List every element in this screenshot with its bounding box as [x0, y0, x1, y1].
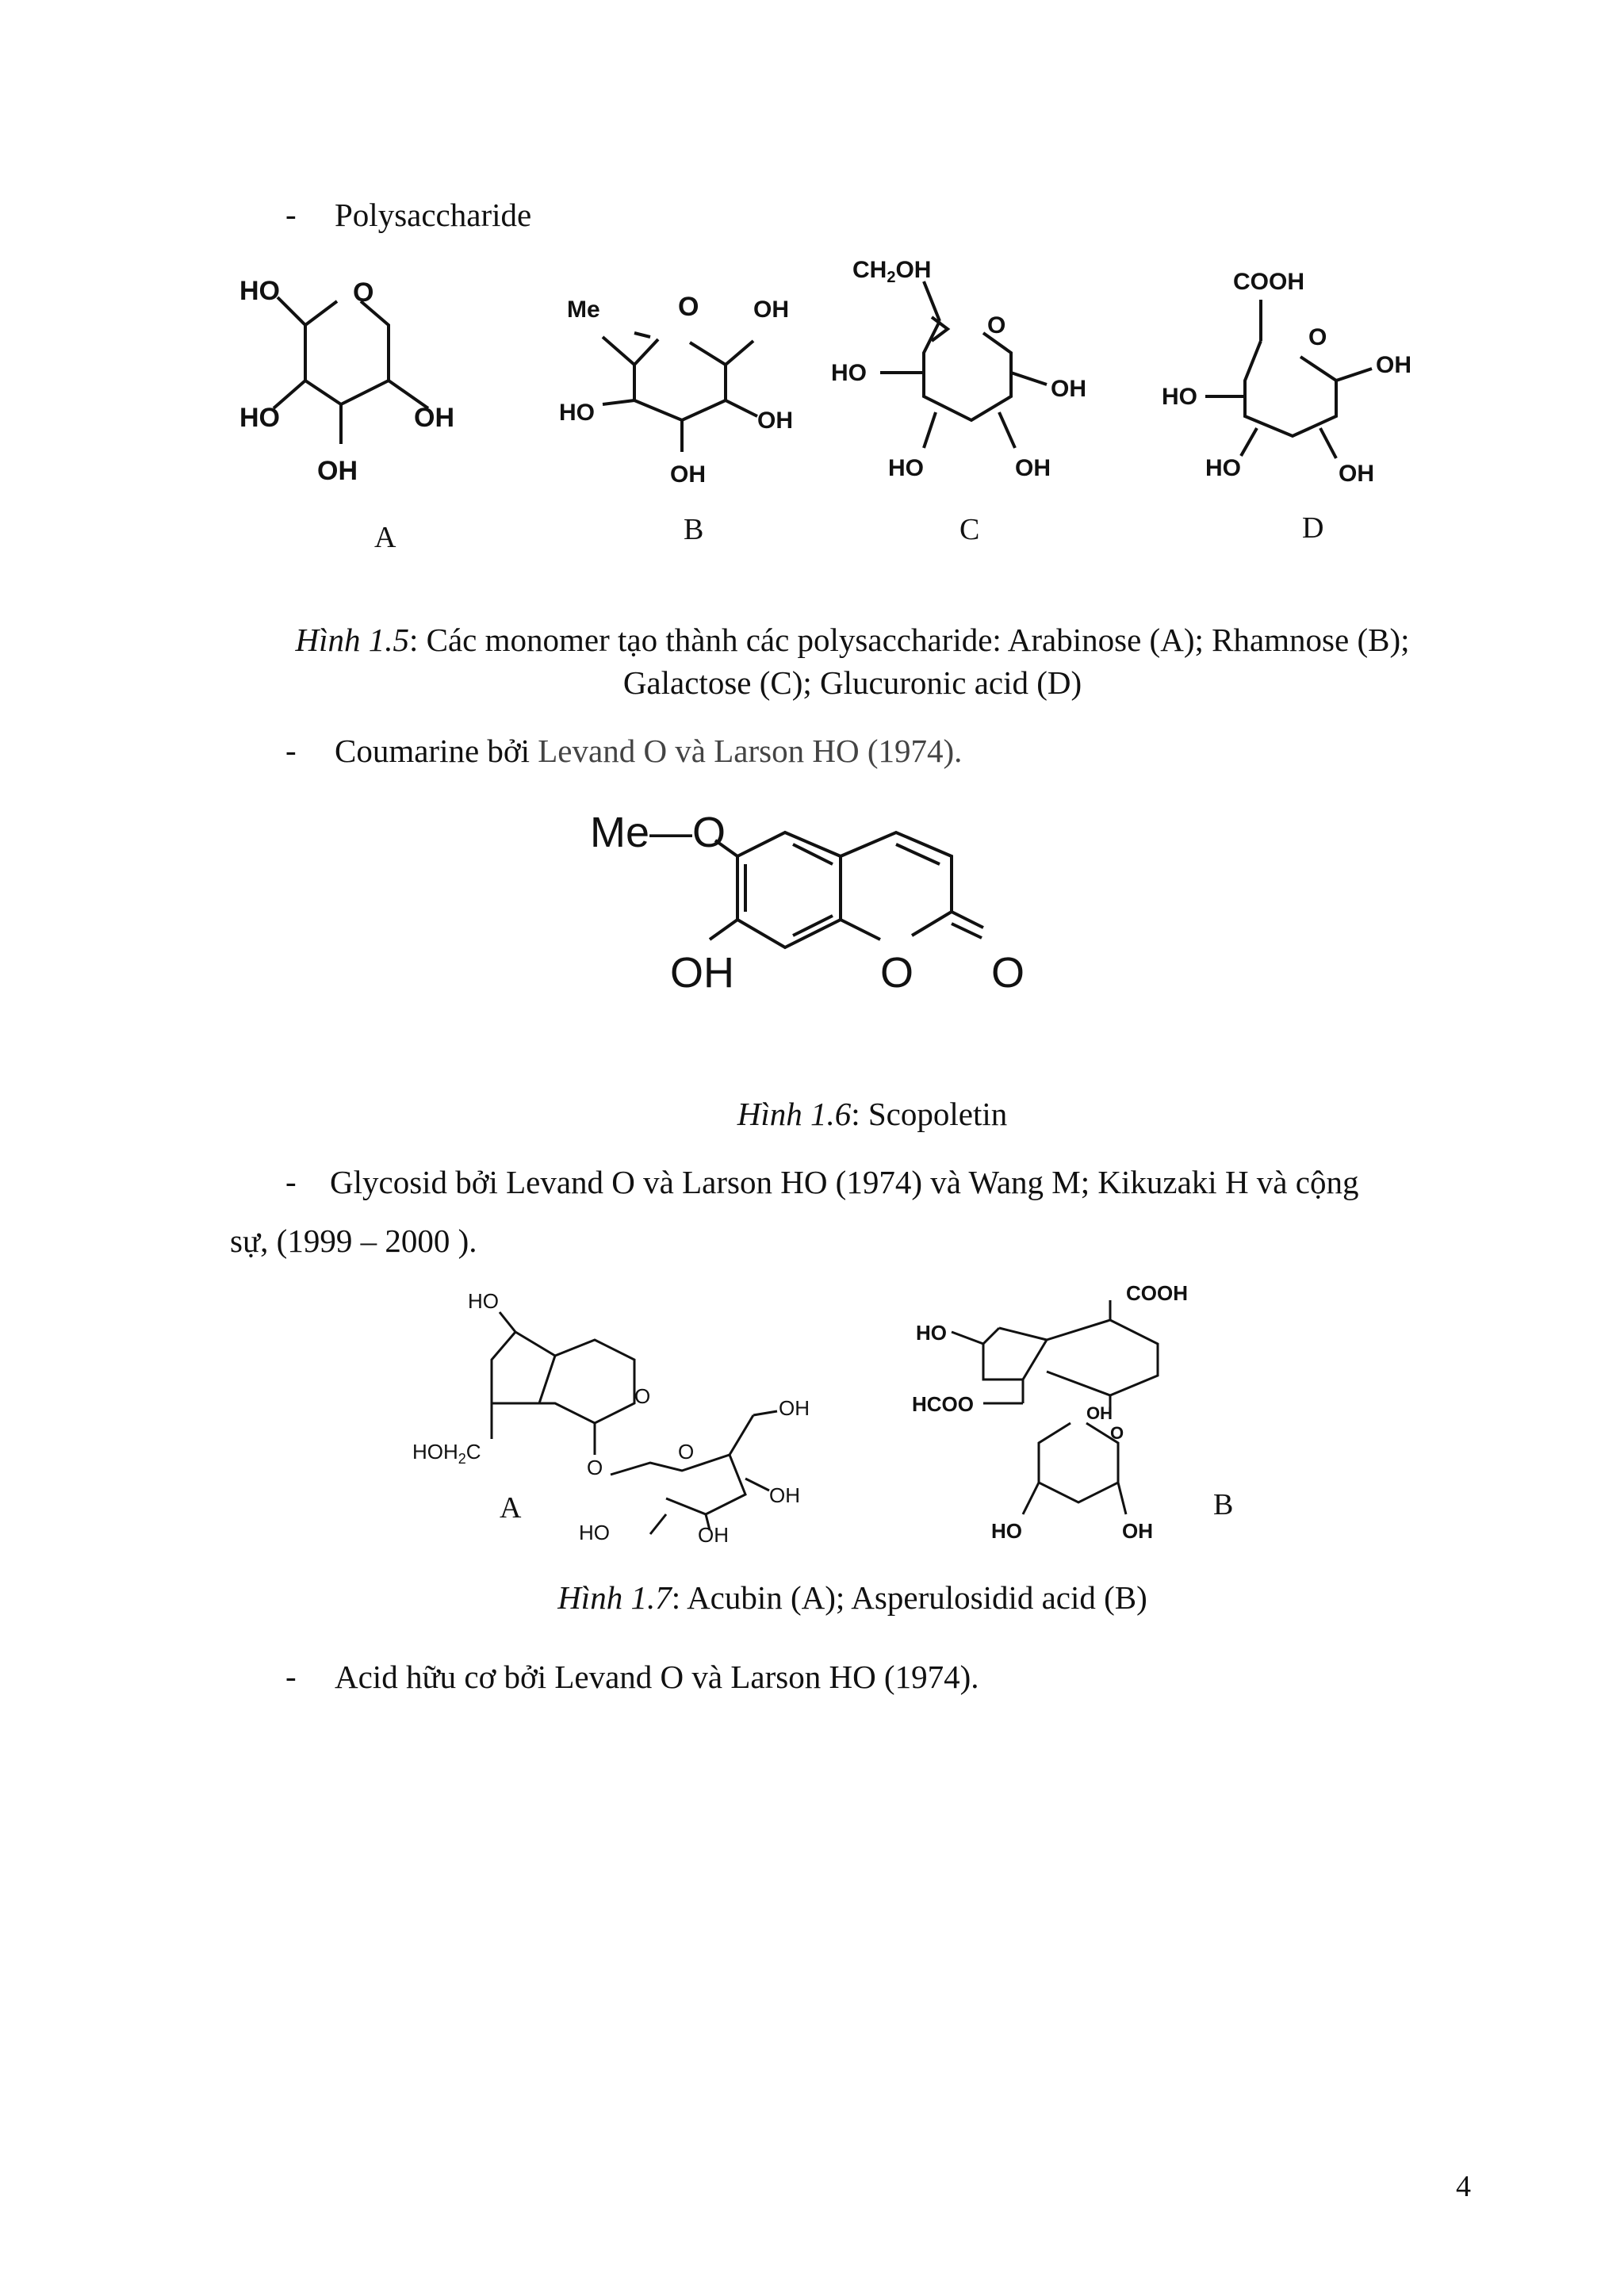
atom-ho: HO	[1162, 384, 1197, 410]
atom-me: Me	[567, 297, 600, 323]
panel-label-a: A	[500, 1491, 522, 1525]
atom-ho: HO	[991, 1519, 1022, 1543]
caption-line-2: Galactose (C); Glucuronic acid (D)	[622, 664, 1082, 701]
atom-oh: OH	[769, 1483, 800, 1507]
panel-label-a: A	[374, 521, 396, 554]
atom-oh: OH	[1339, 461, 1374, 487]
panel-label-c: C	[959, 513, 980, 546]
bullet-dash: -	[285, 1163, 297, 1200]
bullet-dash: -	[285, 732, 297, 768]
figure-1-6-scopoletin	[579, 793, 1150, 1023]
atom-oh: OH	[1122, 1519, 1153, 1543]
bullet-glycosid-line2: sự, (1999 – 2000 ).	[230, 1223, 477, 1259]
atom-oh: OH	[698, 1523, 729, 1547]
atom-oh: OH	[670, 461, 706, 488]
atom-ho: HO	[1205, 455, 1241, 481]
atom-ho: HO	[579, 1521, 610, 1544]
atom-ho: HO	[916, 1321, 947, 1345]
atom-oh: OH	[1086, 1403, 1113, 1423]
figure-1-5-structures	[230, 254, 1467, 563]
figure-1-7-structures	[412, 1284, 1285, 1554]
bullet-coumarine: Coumarine bởi Levand O và Larson HO (1974).	[335, 733, 963, 769]
atom-o: O	[880, 949, 914, 997]
atom-oh: OH	[317, 456, 358, 486]
page-number: 4	[1456, 2170, 1471, 2203]
figure-1-6-caption: Hình 1.6: Scopoletin	[737, 1096, 1008, 1132]
atom-ho: HO	[468, 1289, 499, 1313]
atom-o: O	[1110, 1423, 1124, 1443]
atom-ho: HO	[239, 403, 280, 433]
atom-ho: HO	[831, 360, 867, 386]
atom-cooh: COOH	[1126, 1284, 1188, 1305]
caption-line-1: Hình 1.5: Các monomer tạo thành các polysaccharide: Arabinose (A); Rhamnose (B);	[295, 622, 1410, 658]
atom-o: O	[353, 277, 374, 308]
atom-meo: Me—O	[590, 809, 726, 856]
caption-figure-number: Hình 1.5	[295, 622, 409, 658]
bullet-dash: -	[285, 196, 297, 232]
caption-figure-number: Hình 1.7	[557, 1579, 672, 1616]
panel-label-d: D	[1302, 511, 1324, 545]
atom-oh: OH	[1376, 352, 1411, 378]
atom-oh: OH	[757, 408, 793, 434]
atom-oh: OH	[1015, 455, 1051, 481]
atom-oh: OH	[414, 403, 454, 433]
atom-oh: OH	[1051, 376, 1086, 402]
atom-oh: OH	[753, 297, 789, 323]
atom-o: O	[587, 1456, 603, 1479]
atom-o: O	[678, 292, 699, 322]
atom-hoh2c: $HOH_2C$	[412, 1440, 481, 1467]
bullet-polysaccharide: Polysaccharide	[335, 197, 532, 233]
bullet-dash: -	[285, 1658, 297, 1694]
bullet-acid: Acid hữu cơ bởi Levand O và Larson HO (1974).	[335, 1659, 979, 1695]
atom-oh: OH	[779, 1396, 810, 1420]
bullet-glycosid-line1: Glycosid bởi Levand O và Larson HO (1974) và Wang M; Kikuzaki H và cộng	[330, 1164, 1359, 1200]
atom-o: O	[1308, 324, 1327, 350]
atom-ho: HO	[239, 276, 280, 306]
atom-cooh: COOH	[1233, 269, 1304, 295]
panel-label-b: B	[684, 513, 704, 546]
atom-oh: OH	[670, 949, 734, 997]
atom-o: O	[678, 1440, 695, 1464]
atom-o: O	[991, 949, 1025, 997]
caption-figure-number: Hình 1.6	[737, 1096, 852, 1132]
panel-label-b: B	[1213, 1488, 1234, 1521]
atom-ch2oh: $CH_2OH$	[852, 257, 932, 286]
atom-o: O	[634, 1384, 651, 1408]
atom-hcoo: HCOO	[912, 1392, 974, 1416]
atom-ho: HO	[559, 400, 595, 426]
atom-o: O	[987, 312, 1006, 339]
atom-ho: HO	[888, 455, 924, 481]
figure-1-7-caption: Hình 1.7: Acubin (A); Asperulosidid acid (B)	[557, 1579, 1147, 1616]
figure-1-5-caption	[238, 618, 1467, 704]
